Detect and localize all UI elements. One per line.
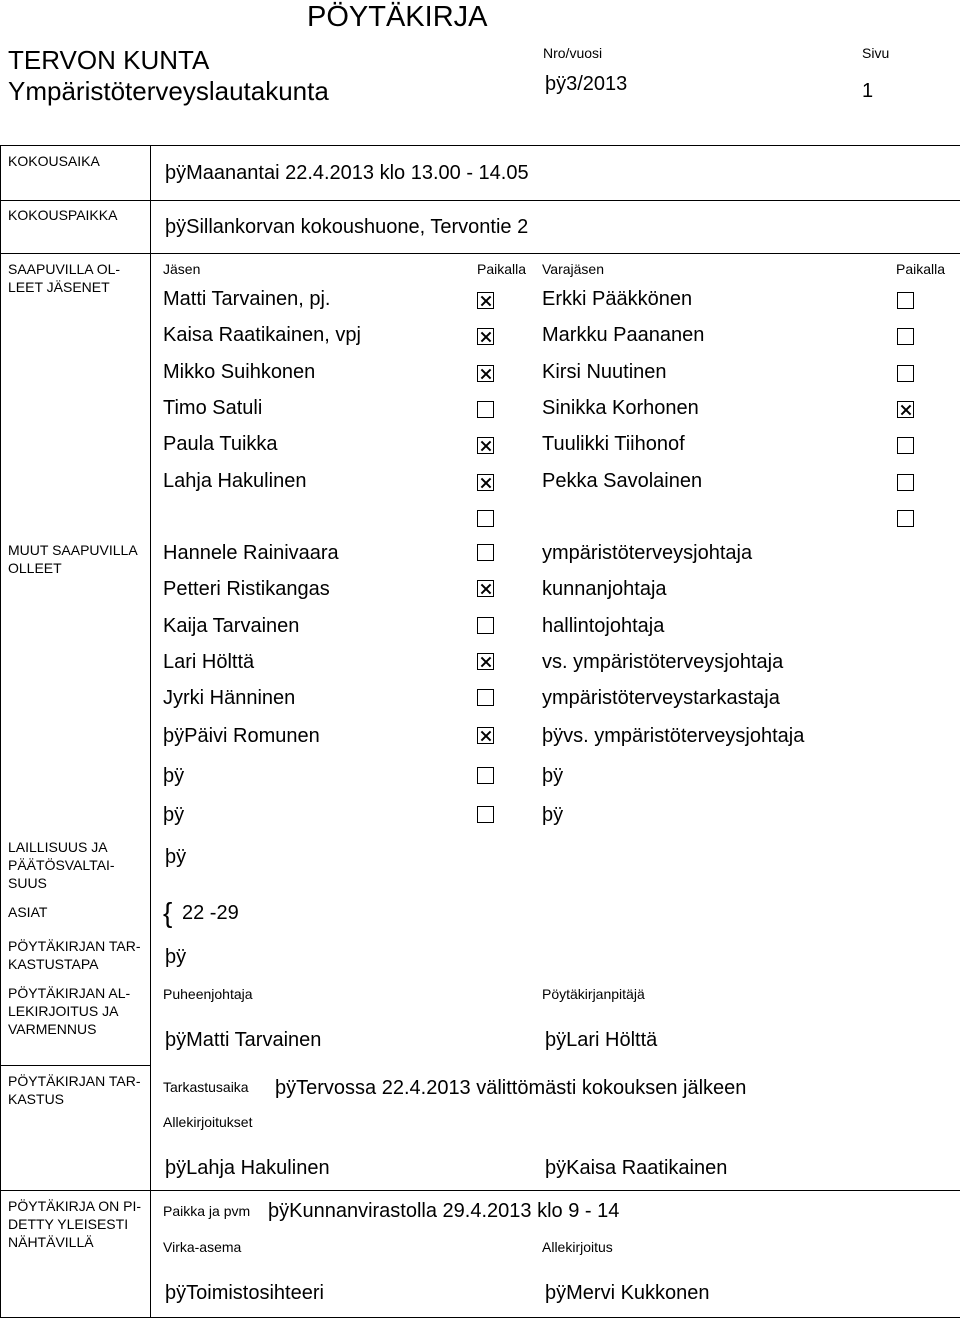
reviewer1-value: þÿLahja Hakulinen bbox=[165, 1157, 330, 1179]
deputy-present-checkbox[interactable] bbox=[897, 365, 914, 382]
col-deputy-header: Varajäsen bbox=[542, 261, 605, 277]
attendee-present-checkbox[interactable] bbox=[477, 617, 494, 634]
divider-signatures bbox=[0, 1065, 150, 1066]
member-name: Timo Satuli bbox=[163, 397, 263, 419]
member-present-checkbox[interactable] bbox=[477, 510, 494, 527]
review-time-value: þÿTervossa 22.4.2013 välittömästi kokouksen jälkeen bbox=[275, 1077, 747, 1099]
attendee-role: þÿ bbox=[542, 765, 564, 787]
page-label: Sivu bbox=[862, 45, 890, 61]
attendee-present-checkbox[interactable] bbox=[477, 727, 494, 744]
deputy-present-checkbox[interactable] bbox=[897, 401, 914, 418]
legality-label: LAILLISUUS JA PÄÄTÖSVALTAI- SUUS bbox=[8, 839, 115, 891]
members-section-label: SAAPUVILLA OL- LEET JÄSENET bbox=[8, 261, 121, 295]
deputy-name: Erkki Pääkkönen bbox=[542, 288, 693, 310]
member-name: Mikko Suihkonen bbox=[163, 361, 316, 383]
meeting-time-value: þÿMaanantai 22.4.2013 klo 13.00 - 14.05 bbox=[165, 162, 529, 184]
public-signature-value: þÿMervi Kukkonen bbox=[545, 1282, 710, 1304]
attendee-role: vs. ympäristöterveysjohtaja bbox=[542, 651, 784, 673]
divider-time bbox=[0, 200, 960, 201]
attendee-name: þÿ bbox=[163, 765, 185, 787]
legality-value: þÿ bbox=[165, 846, 187, 868]
attendee-present-checkbox[interactable] bbox=[477, 806, 494, 823]
review-time-label: Tarkastusaika bbox=[163, 1079, 249, 1095]
deputy-name: Pekka Savolainen bbox=[542, 470, 703, 492]
deputy-name: Markku Paananen bbox=[542, 324, 705, 346]
attendee-name: þÿPäivi Romunen bbox=[163, 725, 320, 747]
public-place-value: þÿKunnanvirastolla 29.4.2013 klo 9 - 14 bbox=[268, 1200, 620, 1222]
attendee-name: þÿ bbox=[163, 804, 185, 826]
meeting-time-label: KOKOUSAIKA bbox=[8, 153, 100, 169]
attendee-present-checkbox[interactable] bbox=[477, 653, 494, 670]
number-label: Nro/vuosi bbox=[543, 45, 603, 61]
left-border bbox=[0, 145, 1, 1318]
bottom-border bbox=[0, 1317, 960, 1318]
attendee-role: hallintojohtaja bbox=[542, 615, 665, 637]
board-name: Ympäristöterveyslautakunta bbox=[8, 76, 329, 106]
member-present-checkbox[interactable] bbox=[477, 292, 494, 309]
public-position-value: þÿToimistosihteeri bbox=[165, 1282, 324, 1304]
review-method-label: PÖYTÄKIRJAN TAR- KASTUSTAPA bbox=[8, 938, 141, 972]
public-label: PÖYTÄKIRJA ON PI- DETTY YLEISESTI NÄHTÄVILLÄ bbox=[8, 1198, 142, 1250]
member-name: Lahja Hakulinen bbox=[163, 470, 307, 492]
col-present2-header: Paikalla bbox=[896, 261, 946, 277]
document-type: PÖYTÄKIRJA bbox=[307, 1, 488, 33]
signatures-label: PÖYTÄKIRJAN AL- LEKIRJOITUS JA VARMENNUS bbox=[8, 985, 131, 1037]
col-present-header: Paikalla bbox=[477, 261, 527, 277]
deputy-present-checkbox[interactable] bbox=[897, 510, 914, 527]
deputy-present-checkbox[interactable] bbox=[897, 328, 914, 345]
attendee-name: Hannele Rainivaara bbox=[163, 542, 339, 564]
member-name: Matti Tarvainen, pj. bbox=[163, 288, 331, 310]
chair-value: þÿMatti Tarvainen bbox=[165, 1029, 322, 1051]
header-divider bbox=[0, 145, 960, 146]
member-name: Kaisa Raatikainen, vpj bbox=[163, 324, 361, 346]
attendee-role: kunnanjohtaja bbox=[542, 578, 667, 600]
deputy-name: Sinikka Korhonen bbox=[542, 397, 699, 419]
public-position-label: Virka-asema bbox=[163, 1239, 242, 1255]
attendee-role: þÿ bbox=[542, 804, 564, 826]
secretary-value: þÿLari Hölttä bbox=[545, 1029, 658, 1051]
review-label: PÖYTÄKIRJAN TAR- KASTUS bbox=[8, 1073, 141, 1107]
others-section-label: MUUT SAAPUVILLA OLLEET bbox=[8, 542, 137, 576]
attendee-name: Jyrki Hänninen bbox=[163, 687, 296, 709]
matters-value: 22 -29 bbox=[182, 902, 239, 924]
deputy-name: Tuulikki Tiihonof bbox=[542, 433, 685, 455]
reviewer2-value: þÿKaisa Raatikainen bbox=[545, 1157, 728, 1179]
review-method-value: þÿ bbox=[165, 946, 187, 968]
secretary-label: Pöytäkirjanpitäjä bbox=[542, 986, 645, 1002]
member-present-checkbox[interactable] bbox=[477, 401, 494, 418]
attendee-role: þÿvs. ympäristöterveysjohtaja bbox=[542, 725, 805, 747]
member-present-checkbox[interactable] bbox=[477, 328, 494, 345]
col-member-header: Jäsen bbox=[163, 261, 201, 277]
attendee-name: Lari Hölttä bbox=[163, 651, 255, 673]
attendee-present-checkbox[interactable] bbox=[477, 580, 494, 597]
municipality-name: TERVON KUNTA bbox=[8, 45, 210, 75]
member-present-checkbox[interactable] bbox=[477, 365, 494, 382]
deputy-present-checkbox[interactable] bbox=[897, 437, 914, 454]
divider-public bbox=[0, 1190, 960, 1191]
attendee-name: Kaija Tarvainen bbox=[163, 615, 300, 637]
attendee-present-checkbox[interactable] bbox=[477, 544, 494, 561]
attendee-role: ympäristöterveysjohtaja bbox=[542, 542, 753, 564]
deputy-name: Kirsi Nuutinen bbox=[542, 361, 667, 383]
attendee-present-checkbox[interactable] bbox=[477, 689, 494, 706]
matters-label: ASIAT bbox=[8, 904, 48, 920]
label-column-divider bbox=[150, 145, 151, 1318]
attendee-role: ympäristöterveystarkastaja bbox=[542, 687, 780, 709]
meeting-place-value: þÿSillankorvan kokoushuone, Tervontie 2 bbox=[165, 216, 529, 238]
deputy-present-checkbox[interactable] bbox=[897, 474, 914, 491]
deputy-present-checkbox[interactable] bbox=[897, 292, 914, 309]
attendee-name: Petteri Ristikangas bbox=[163, 578, 330, 600]
divider-place bbox=[0, 253, 960, 254]
meeting-place-label: KOKOUSPAIKKA bbox=[8, 207, 118, 223]
attendee-present-checkbox[interactable] bbox=[477, 767, 494, 784]
public-place-label: Paikka ja pvm bbox=[163, 1203, 251, 1219]
member-present-checkbox[interactable] bbox=[477, 474, 494, 491]
matters-brace-icon: { bbox=[163, 897, 173, 928]
review-signatures-label: Allekirjoitukset bbox=[163, 1114, 253, 1130]
page-value: 1 bbox=[862, 80, 874, 102]
chair-label: Puheenjohtaja bbox=[163, 986, 253, 1002]
member-present-checkbox[interactable] bbox=[477, 437, 494, 454]
public-signature-label: Allekirjoitus bbox=[542, 1239, 613, 1255]
number-value: þÿ3/2013 bbox=[545, 73, 628, 95]
member-name: Paula Tuikka bbox=[163, 433, 278, 455]
